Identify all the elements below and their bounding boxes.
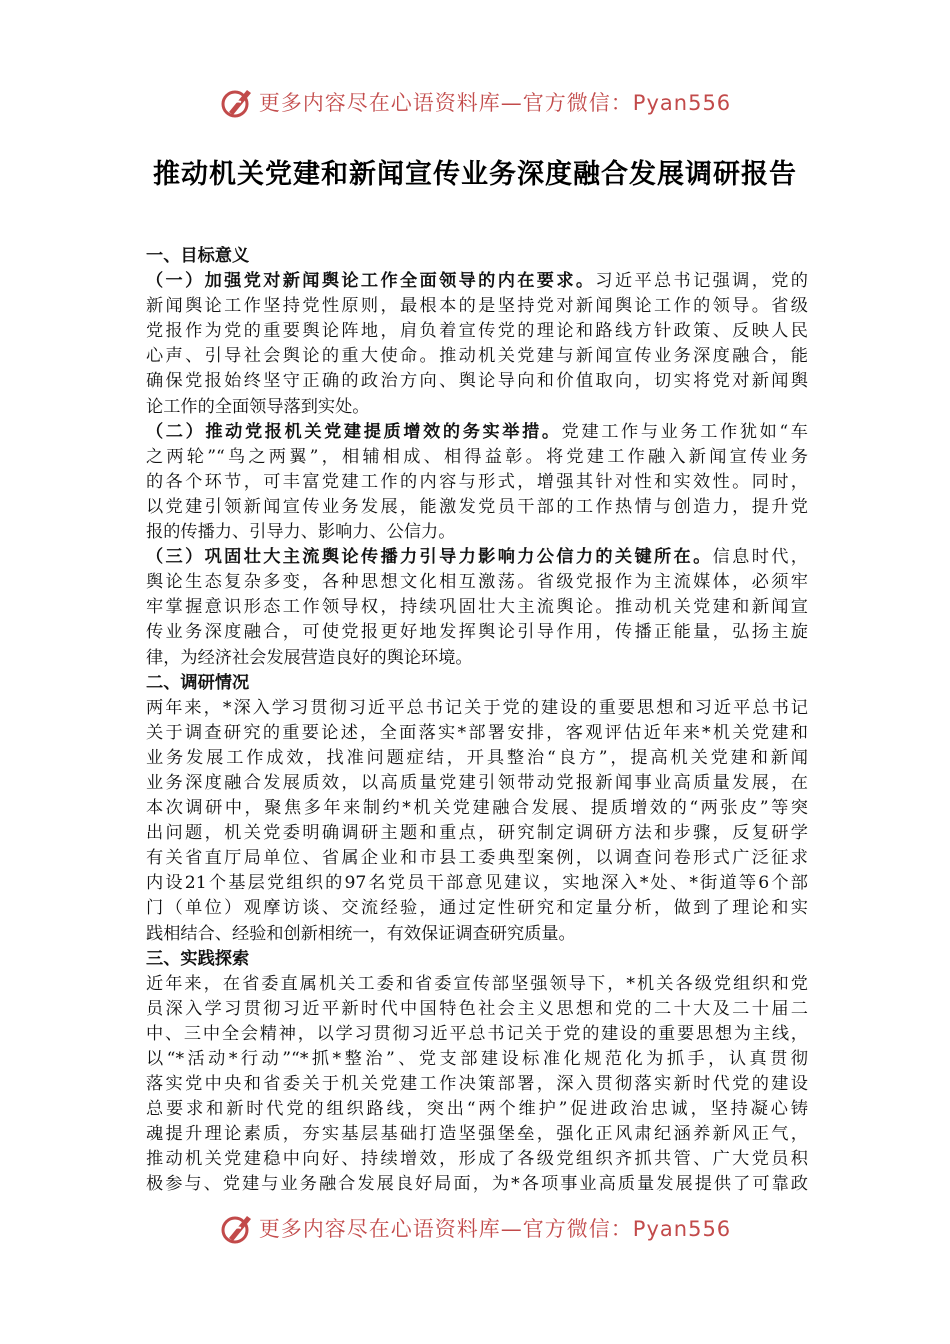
section-heading: 一、目标意义	[146, 246, 250, 266]
paragraph-line: 舆论生态复杂多变，各种思想文化相互激荡。省级党报作为主流媒体，必须牢	[146, 572, 808, 593]
paragraph-line	[146, 269, 808, 294]
subheading: （二）推动党报机关党建提质增效的务实举措。	[146, 421, 562, 442]
text-span: 习近平总书记强调，党的	[595, 271, 808, 292]
paragraph-line: 魂提升理论素质，夯实基层基础打造坚强堡垒，强化正风肃纪涵养新风正气，	[146, 1124, 808, 1145]
paragraph-line	[146, 420, 808, 445]
paragraph-line: 出问题，机关党委明确调研主题和重点，研究制定调研方法和步骤，反复研学	[146, 823, 808, 844]
watermark-text: 更多内容尽在心语资料库—官方微信：Pyan556	[258, 1217, 732, 1241]
paragraph-line: 关于调查研究的重要论述，全面落实*部署安排，客观评估近年来*机关党建和	[146, 722, 808, 743]
text-span: 党建工作与业务工作犹如“车	[561, 421, 808, 442]
document-title: 推动机关党建和新闻宣传业务深度融合发展调研报告	[153, 159, 797, 190]
section-heading: 三、实践探索	[146, 948, 250, 969]
watermark-banner-top	[0, 82, 950, 122]
paragraph-line: 落实党中央和省委关于机关党建工作决策部署，深入贯彻落实新时代党的建设	[146, 1074, 808, 1095]
paragraph-line: 心声、引导社会舆论的重大使命。推动机关党建与新闻宣传业务深度融合，能	[146, 346, 808, 367]
paragraph-line: 门（单位）观摩访谈、交流经验，通过定性研究和定量分析，做到了理论和实	[146, 898, 808, 919]
paragraph-line: 中、三中全会精神，以学习贯彻习近平总书记关于党的建设的重要思想为主线，	[146, 1023, 808, 1044]
paragraph-line: 传业务深度融合，可使党报更好地发挥舆论引导作用，传播正能量，弘扬主旋	[146, 622, 808, 643]
paragraph-line: 之两轮”“鸟之两翼”，相辅相成、相得益彰。将党建工作融入新闻宣传业务	[146, 446, 808, 467]
paragraph-line: 总要求和新时代党的组织路线，突出“两个维护”促进政治忠诚，坚持凝心铸	[146, 1099, 808, 1120]
paragraph-line: 论工作的全面领导落到实处。	[146, 396, 370, 417]
paragraph-line: 员深入学习贯彻习近平新时代中国特色社会主义思想和党的二十大及二十届二	[146, 998, 808, 1019]
paragraph-line: 业务深度融合发展质效，以高质量党建引领带动党报新闻事业高质量发展，在	[146, 772, 808, 793]
paragraph-line: 新闻舆论工作坚持党性原则，最根本的是坚持党对新闻舆论工作的领导。省级	[146, 296, 808, 317]
paragraph-line: 极参与、党建与业务融合发展良好局面，为*各项事业高质量发展提供了可靠政	[146, 1174, 808, 1195]
paragraph-line: 确保党报始终坚守正确的政治方向、舆论导向和价值取向，切实将党对新闻舆	[146, 371, 808, 392]
text-span: 信息时代，	[712, 547, 808, 568]
paragraph-line: 推动机关党建稳中向好、持续增效，形成了各级党组织齐抓共管、广大党员积	[146, 1149, 808, 1170]
paragraph-line: 两年来，*深入学习贯彻习近平总书记关于党的建设的重要思想和习近平总书记	[146, 697, 808, 718]
subheading: （三）巩固壮大主流舆论传播力引导力影响力公信力的关键所在。	[146, 547, 713, 568]
paragraph-line: 近年来，在省委直属机关工委和省委宣传部坚强领导下，*机关各级党组织和党	[146, 973, 808, 994]
paragraph-line: 本次调研中，聚焦多年来制约*机关党建融合发展、提质增效的“两张皮”等突	[146, 798, 808, 819]
paragraph-line: 牢掌握意识形态工作领导权，持续巩固壮大主流舆论。推动机关党建和新闻宣	[146, 597, 808, 618]
paragraph-line: 以党建引领新闻宣传业务发展，能激发党员干部的工作热情与创造力，提升党	[146, 496, 808, 517]
pen-logo-icon	[219, 1210, 255, 1246]
paragraph-line: 律，为经济社会发展营造良好的舆论环境。	[146, 647, 473, 668]
paragraph-line: 有关省直厅局单位、省属企业和市县工委典型案例，以调查问卷形式广泛征求	[146, 848, 808, 869]
paragraph-line: 报的传播力、引导力、影响力、公信力。	[146, 522, 456, 543]
paragraph-line: 践相结合、经验和创新相统一，有效保证调查研究质量。	[146, 923, 576, 944]
section-heading: 二、调研情况	[146, 672, 250, 693]
watermark-text: 更多内容尽在心语资料库—官方微信：Pyan556	[258, 91, 732, 115]
paragraph-line: 业务发展工作成效，找准问题症结，开具整治“良方”，提高机关党建和新闻	[146, 747, 808, 768]
document-body	[146, 244, 808, 1198]
paragraph-line	[146, 545, 808, 570]
paragraph-line: 党报作为党的重要舆论阵地，肩负着宣传党的理论和路线方针政策、反映人民	[146, 321, 808, 342]
subheading: （一）加强党对新闻舆论工作全面领导的内在要求。	[146, 271, 596, 292]
watermark-banner-bottom	[0, 1208, 950, 1248]
pen-logo-icon	[219, 84, 255, 120]
paragraph-line: 以“*活动*行动”“*抓*整治”、党支部建设标准化规范化为抓手，认真贯彻	[146, 1049, 808, 1069]
paragraph-line: 内设21个基层党组织的97名党员干部意见建议，实地深入*处、*街道等6个部	[146, 873, 808, 894]
paragraph-line: 的各个环节，可丰富党建工作的内容与形式，增强其针对性和实效性。同时，	[146, 471, 808, 492]
